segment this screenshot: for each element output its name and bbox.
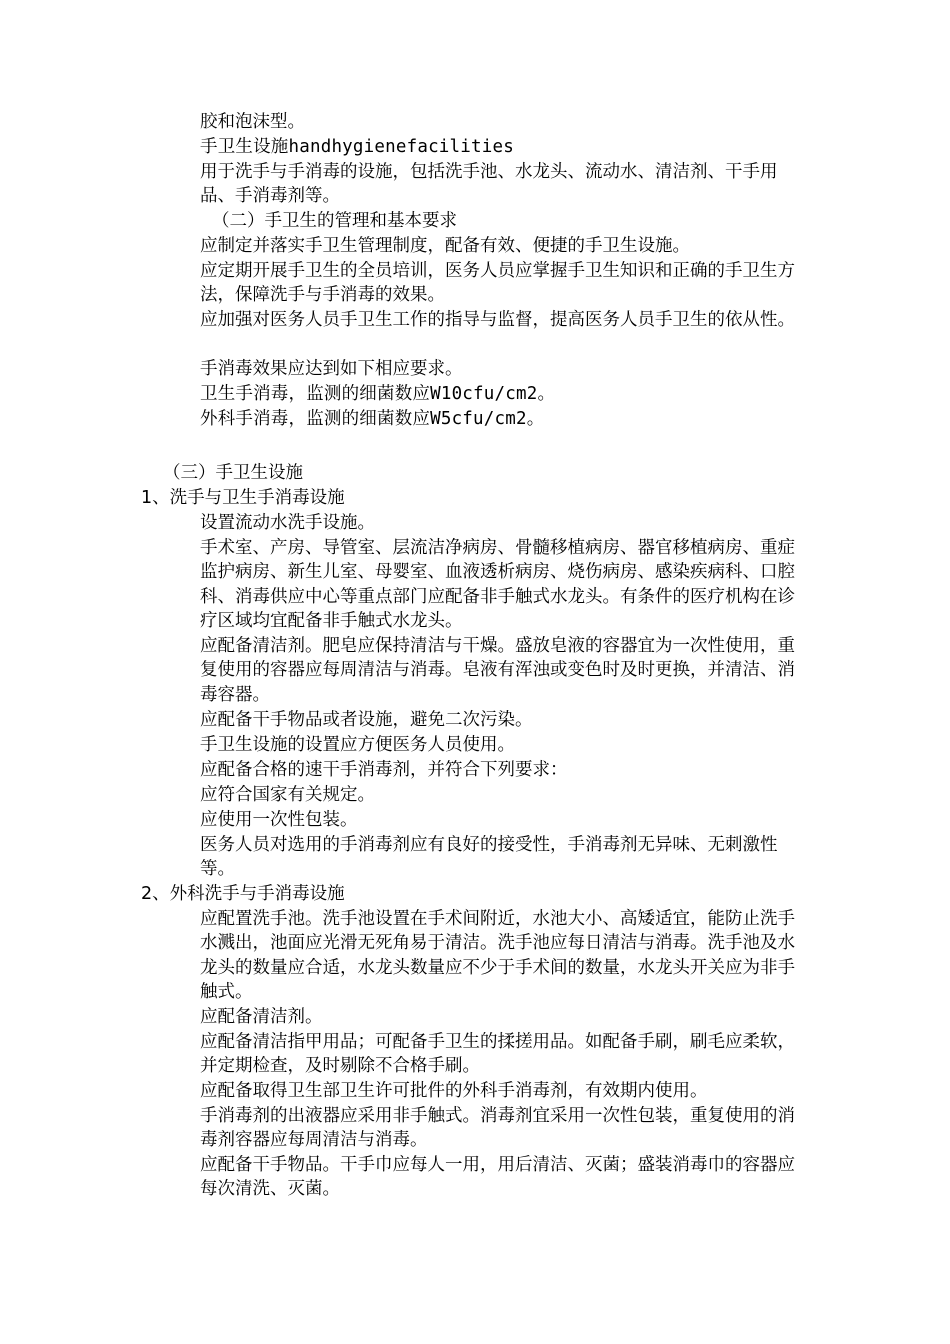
subsection-heading-1: 1、洗手与卫生手消毒设施 (141, 488, 345, 508)
paragraph-disposable-package: 应使用一次性包装。 (200, 810, 358, 830)
subsection-heading-2: 2、外科洗手与手消毒设施 (141, 884, 345, 904)
paragraph-dispenser: 手消毒剂的出液器应采用非手触式。消毒剂宜采用一次性包装，重复使用的消毒剂容器应每周清洁与消毒。 (200, 1106, 795, 1151)
section-heading-2: （二）手卫生的管理和基本要求 (212, 211, 457, 231)
paragraph-surgical-disinfection: 外科手消毒，监测的细菌数应W5cfu/cm2。 (200, 409, 545, 429)
paragraph-convenient-setup: 手卫生设施的设置应方便医务人员使用。 (200, 735, 515, 755)
paragraph-acceptability: 医务人员对选用的手消毒剂应有良好的接受性，手消毒剂无异味、无刺激性等。 (200, 835, 778, 880)
paragraph-drying-items: 应配备干手物品或者设施，避免二次污染。 (200, 710, 533, 730)
paragraph-towels: 应配备干手物品。干手巾应每人一用，用后清洁、灭菌；盛装消毒巾的容器应每次清洗、灭菌。 (200, 1155, 795, 1200)
paragraph-running-water: 设置流动水洗手设施。 (200, 513, 375, 533)
paragraph-national-rules: 应符合国家有关规定。 (200, 785, 375, 805)
paragraph-hygienic-disinfection: 卫生手消毒，监测的细菌数应W10cfu/cm2。 (200, 384, 556, 404)
paragraph-foam-type: 胶和泡沫型。 (200, 112, 305, 132)
definition-hand-hygiene-facilities: 用于洗手与手消毒的设施，包括洗手池、水龙头、流动水、清洁剂、干手用品、手消毒剂等。 (200, 162, 778, 207)
paragraph-non-touch-taps: 手术室、产房、导管室、层流洁净病房、骨髓移植病房、器官移植病房、重症监护病房、新生儿室、母婴室、血液透析病房、烧伤病房、感染疾病科、口腔科、消毒供应中心等重点部门应配备非手触式水龙头。有条件的医疗机构在诊疗区域均宜配备非手触式水龙头。 (200, 538, 795, 632)
term-hand-hygiene-facilities: 手卫生设施handhygienefacilities (200, 137, 514, 157)
paragraph-training: 应定期开展手卫生的全员培训，医务人员应掌握手卫生知识和正确的手卫生方法，保障洗手与手消毒的效果。 (200, 261, 795, 306)
paragraph-cleanser: 应配备清洁剂。肥皂应保持清洁与干燥。盛放皂液的容器宜为一次性使用，重复使用的容器应每周清洁与消毒。皂液有浑浊或变色时及时更换，并清洁、消毒容器。 (200, 636, 795, 705)
paragraph-cleanser-2: 应配备清洁剂。 (200, 1007, 323, 1027)
paragraph-supervision: 应加强对医务人员手卫生工作的指导与监督，提高医务人员手卫生的依从性。 (200, 310, 795, 330)
paragraph-alcohol-rub: 应配备合格的速干手消毒剂，并符合下列要求： (200, 760, 568, 780)
section-heading-3: （三）手卫生设施 (163, 463, 303, 483)
paragraph-management-system: 应制定并落实手卫生管理制度，配备有效、便捷的手卫生设施。 (200, 236, 690, 256)
paragraph-effect-requirements: 手消毒效果应达到如下相应要求。 (200, 359, 463, 379)
paragraph-sink: 应配置洗手池。洗手池设置在手术间附近，水池大小、高矮适宜，能防止洗手水溅出，池面应光滑无死角易于清洁。洗手池应每日清洁与消毒。洗手池及水龙头的数量应合适，水龙头数量应不少于手术间的数量，水龙头开关应为非手触式。 (200, 909, 795, 1003)
paragraph-nail-cleaning: 应配备清洁指甲用品；可配备手卫生的揉搓用品。如配备手刷，刷毛应柔软，并定期检查，及时剔除不合格手刷。 (200, 1032, 795, 1077)
paragraph-surgical-disinfectant: 应配备取得卫生部卫生许可批件的外科手消毒剂，有效期内使用。 (200, 1081, 708, 1101)
